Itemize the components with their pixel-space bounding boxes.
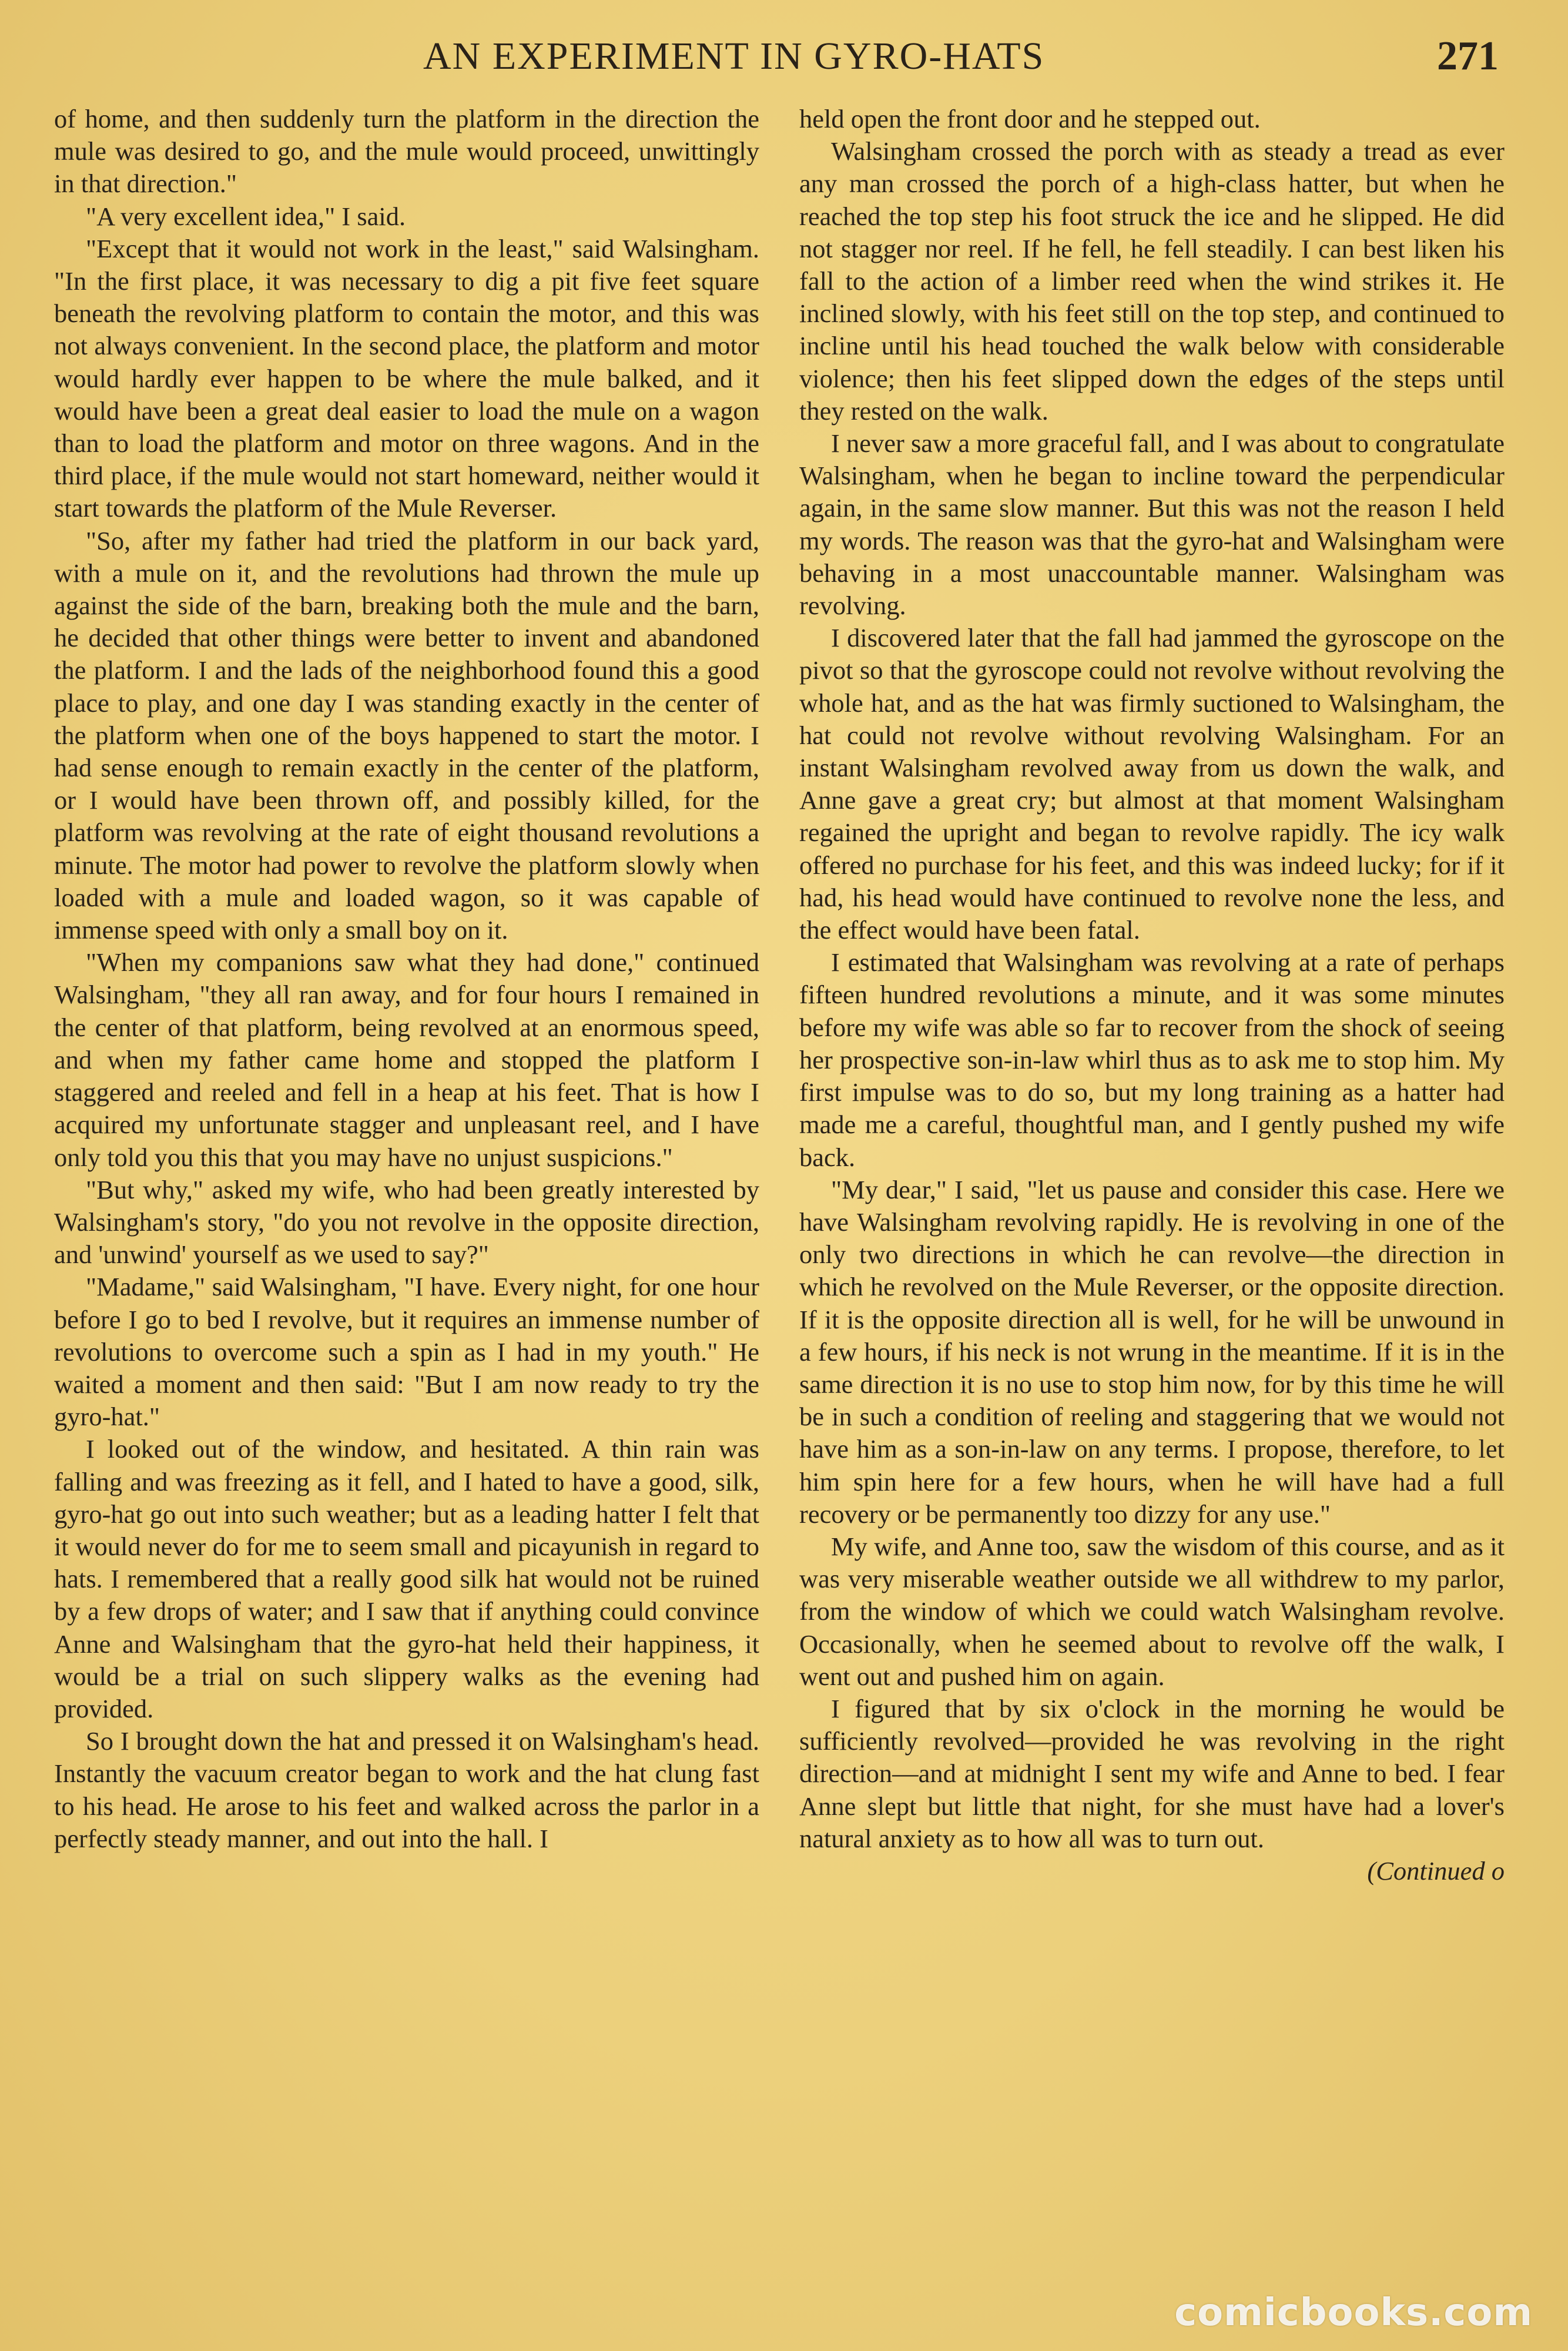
paragraph: held open the front door and he stepped out. [799,104,1261,133]
paragraph: Walsingham crossed the porch with as steady a tread as ever any man crossed the porch of a high-class hatter, but when he reached the top step his foot struck the ice and he slipped. He did not stagger nor reel. If he fell, he fell steadily. I can best liken his fall to the action of a limber reed when the wind strikes it. He inclined slowly, with his feet still on the top step, and continued to incline until his head touched the walk below with considerable violence; then his feet slipped down the edges of the steps until they rested on the walk. [799,136,1505,426]
right-column [799,103,1505,1887]
paragraph: "A very excellent idea," I said. [86,201,406,231]
left-column [54,103,759,1855]
paragraph: I figured that by six o'clock in the morning he would be sufficiently revolved—provided he was revolving in the right direction—and at midnight I sent my wife and Anne to bed. I fear Anne slept but little that night, for she must have had a lover's natural anxiety as to how all was to turn out. [799,1693,1505,1853]
running-head: AN EXPERIMENT IN GYRO-HATS [423,35,1045,78]
paragraph: I estimated that Walsingham was revolving at a rate of perhaps fifteen hundred revolutions a minute, and it was some minutes before my wife was able so far to recover from the shock of seeing her prospective son-in-law whirl thus as to ask me to stop him. My first impulse was to do so, but my long training as a hatter had made me a careful, thoughtful man, and I gently pushed my wife back. [799,947,1505,1172]
paragraph: I looked out of the window, and hesitated. A thin rain was falling and was freezing as it fell, and I hated to have a good, silk, gyro-hat go out into such weather; but as a leading hatter I felt that it would never do for me to seem small and picayunish in regard to hats. I remembered that a really good silk hat would not be ruined by a few drops of water; and I saw that if anything could convince Anne and Walsingham that the gyro-hat held their happiness, it would be a trial on such slippery walks as the evening had provided. [54,1434,759,1723]
paragraph: I discovered later that the fall had jammed the gyroscope on the pivot so that the gyroscope could not revolve without revolving the whole hat, and as the hat was firmly suctioned to Walsingham, the hat could not revolve without revolving Walsingham. For an instant Walsingham revolved away from us down the walk, and Anne gave a great cry; but almost at that moment Walsingham regained the upright and began to revolve rapidly. The icy walk offered no purchase for his feet, and this was indeed lucky; for if it had, his head would have continued to revolve none the less, and the effect would have been fatal. [799,623,1505,945]
paragraph: "So, after my father had tried the platform in our back yard, with a mule on it, and the revolutions had thrown the mule up against the side of the barn, breaking both the mule and the barn, he decided that other things were better to invent and abandoned the platform. I and the lads of the neighborhood found this a good place to play, and one day I was standing exactly in the center of the platform when one of the boys happened to start the motor. I had sense enough to remain exactly in the center of the platform, or I would have been thrown off, and possibly killed, for the platform was revolving at the rate of eight thousand revolutions a minute. The motor had power to revolve the platform slowly when loaded with a mule and loaded wagon, so it was capable of immense speed with only a small boy on it. [54,525,759,945]
paragraph: "When my companions saw what they had done," continued Walsingham, "they all ran away, and for four hours I remained in the center of that platform, being revolved at an enormous speed, and when my father came home and stopped the platform I staggered and reeled and fell in a heap at his feet. That is how I acquired my unfortunate stagger and unpleasant reel, and I have only told you this that you may have no unjust suspicions." [54,947,759,1172]
page-number: 271 [1437,34,1499,79]
paragraph: "Except that it would not work in the least," said Walsingham. "In the first place, it was necessary to dig a pit five feet square beneath the revolving platform to contain the motor, and this was not always convenient. In the second place, the platform and motor would hardly ever happen to be where the mule balked, and it would have been a great deal easier to load the mule on a wagon than to load the platform and motor on three wagons. And in the third place, if the mule would not start homeward, neither would it start towards the platform of the Mule Reverser. [54,233,759,523]
paragraph: So I brought down the hat and pressed it on Walsingham's head. Instantly the vacuum creator began to work and the hat clung fast to his head. He arose to his feet and walked across the parlor in a perfectly steady manner, and out into the hall. I [54,1726,759,1853]
paragraph: "But why," asked my wife, who had been greatly interested by Walsingham's story, "do you not revolve in the opposite direction, and 'unwind' yourself as we used to say?" [54,1174,759,1270]
watermark: comicbooks.com [1174,2291,1533,2335]
page-header [0,28,1568,99]
paragraph: I never saw a more graceful fall, and I was about to congratulate Walsingham, when he began to incline toward the perpendicular again, in the same slow manner. But this was not the reason I held my words. The reason was that the gyro-hat and Walsingham were behaving in a most unaccountable manner. Walsingham was revolving. [799,428,1505,621]
paragraph: "Madame," said Walsingham, "I have. Every night, for one hour before I go to bed I revolve, but it requires an immense number of revolutions to overcome such a spin as I had in my youth." He waited a moment and then said: "But I am now ready to try the gyro-hat." [54,1272,759,1432]
paragraph: of home, and then suddenly turn the platform in the direction the mule was desired to go, and the mule would proceed, unwittingly in that direction." [54,104,759,199]
continued-note: (Continued o [1367,1856,1505,1886]
paragraph: "My dear," I said, "let us pause and consider this case. Here we have Walsingham revolving rapidly. He is revolving in one of the only two directions in which he can revolve—the direction in which he revolved on the Mule Reverser, or the opposite direction. If it is the opposite direction all is well, for he will be unwound in a few hours, if his neck is not wrung in the meantime. If it is in the same direction it is no use to stop him now, for by this time he will be in such a condition of reeling and staggering that we would not have him as a son-in-law on any terms. I propose, therefore, to let him spin here for a few hours, when he will have had a full recovery or be permanently too dizzy for any use." [799,1174,1505,1529]
paragraph: My wife, and Anne too, saw the wisdom of this course, and as it was very miserable weather outside we all withdrew to my parlor, from the window of which we could watch Walsingham revolve. Occasionally, when he seemed about to revolve off the walk, I went out and pushed him on again. [799,1531,1505,1691]
